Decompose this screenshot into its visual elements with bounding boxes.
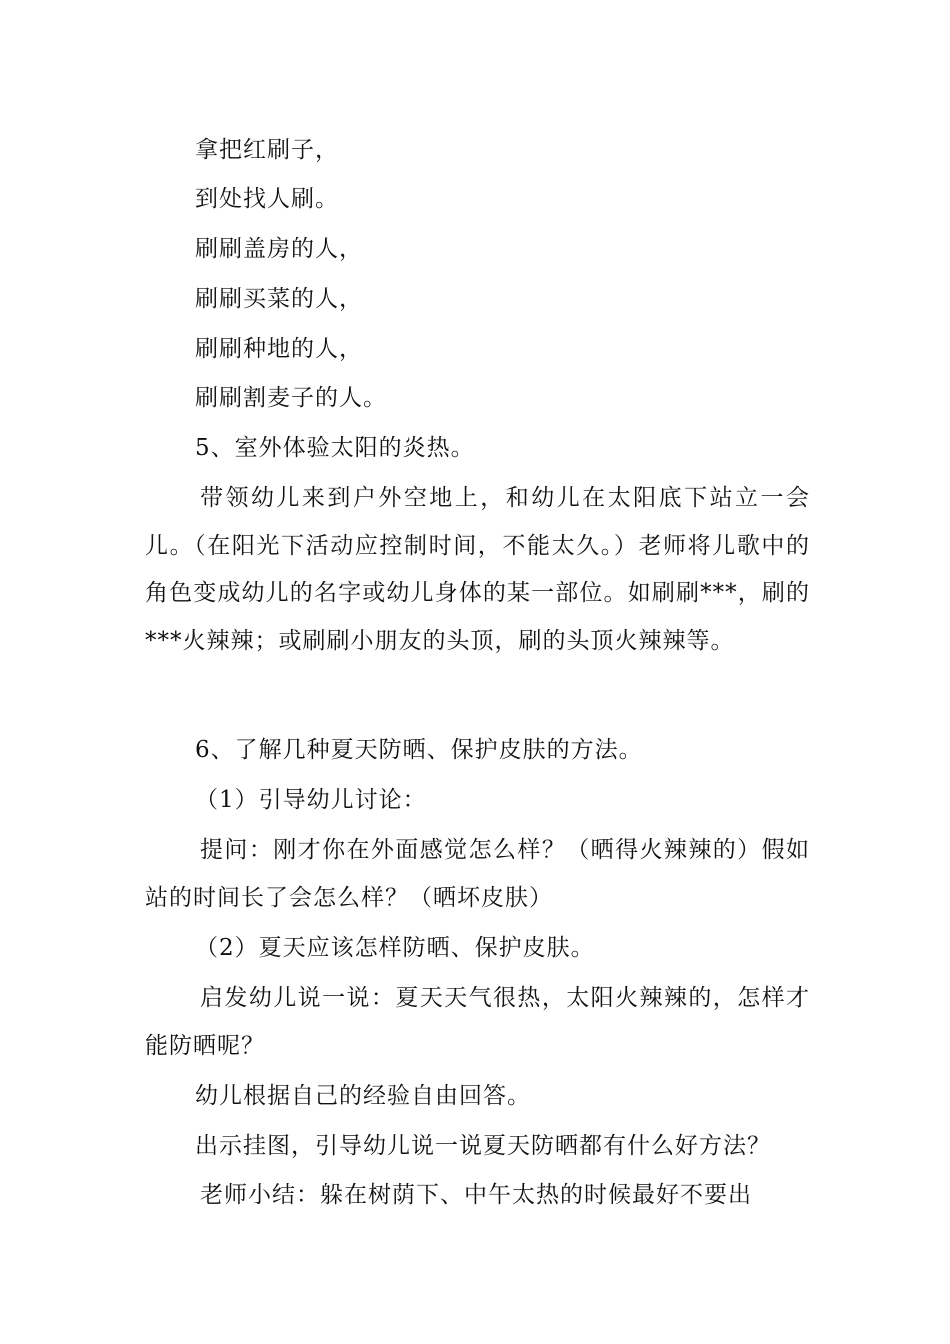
poem-line-1: 拿把红刷子，	[195, 137, 339, 163]
section-6-sub-2: （2）夏天应该怎样防晒、保护皮肤。	[195, 935, 595, 961]
prompt-paragraph: 启发幼儿说一说：夏天天气很热，太阳火辣辣的，怎样才能防晒呢？	[145, 985, 810, 1059]
poem-line-2: 到处找人刷。	[195, 186, 339, 212]
section-6-sub-1: （1）引导幼儿讨论：	[195, 787, 427, 813]
question-paragraph: 提问：刚才你在外面感觉怎么样？（晒得火辣辣的）假如站的时间长了会怎么样？（晒坏皮肤）	[145, 837, 810, 911]
summary-line: 老师小结：躲在树荫下、中午太热的时候最好不要出	[200, 1182, 752, 1208]
poem-line-4: 刷刷买菜的人，	[195, 286, 363, 312]
answer-line: 幼儿根据自己的经验自由回答。	[195, 1083, 531, 1109]
poem-line-5: 刷刷种地的人，	[195, 336, 363, 362]
poem-line-3: 刷刷盖房的人，	[195, 236, 363, 262]
section-6-heading: 6、了解几种夏天防晒、保护皮肤的方法。	[195, 737, 643, 763]
section-5-heading: 5、室外体验太阳的炎热。	[195, 435, 475, 461]
chart-line: 出示挂图，引导幼儿说一说夏天防晒都有什么好方法？	[195, 1133, 771, 1159]
poem-line-6: 刷刷割麦子的人。	[195, 385, 387, 411]
section-5-paragraph: 带领幼儿来到户外空地上，和幼儿在太阳底下站立一会儿。（在阳光下活动应控制时间，不能太久。）老师将儿歌中的角色变成幼儿的名字或幼儿身体的某一部位。如刷刷***，刷的***火辣辣；或刷刷小朋友的头顶，刷的头顶火辣辣等。	[145, 485, 810, 654]
